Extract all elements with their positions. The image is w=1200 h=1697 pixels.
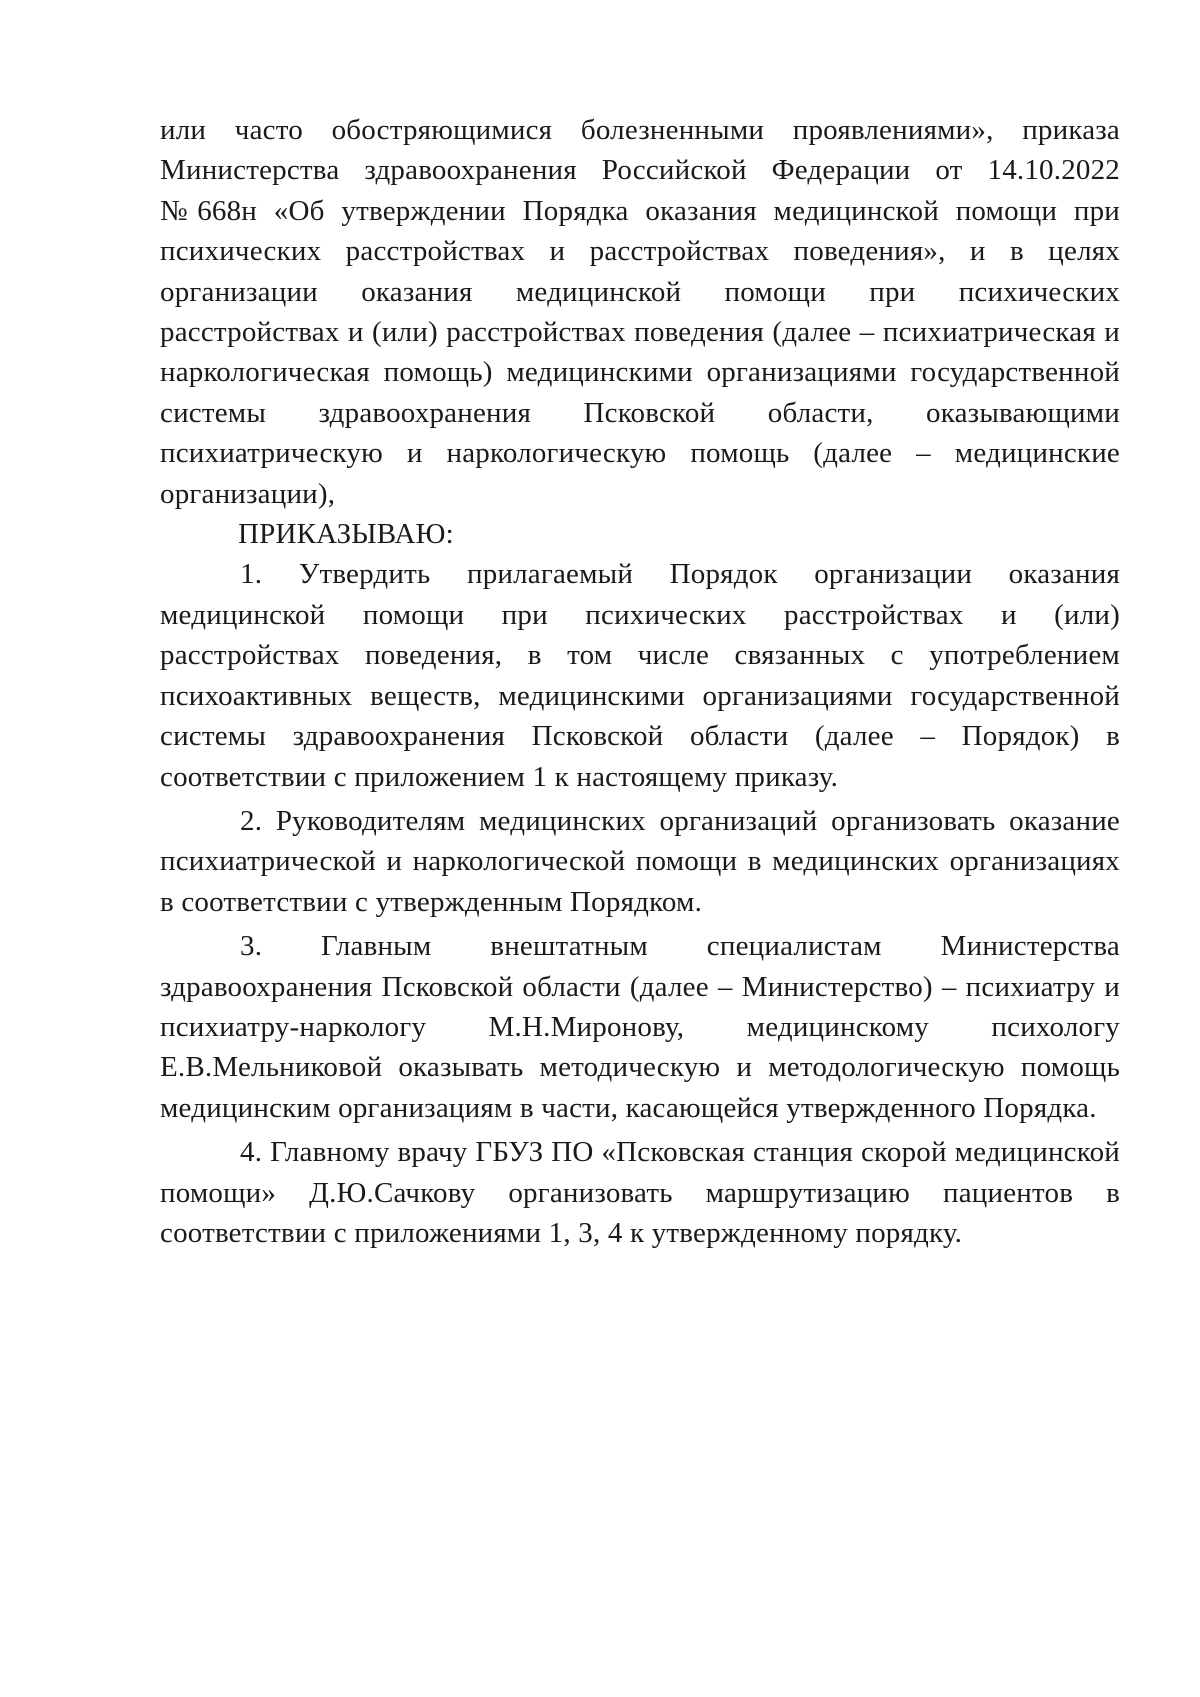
order-item-3: 3. Главным внештатным специалистам Министерства здравоохранения Псковской области (далее – Министерство) – психиатру и психиатру-наркологу М.Н.Миронову, медицинскому психологу Е.В.Мельниковой оказывать методическую и методологическую помощь медицинским организациям в части, касающейся утвержденного Порядка. — [160, 930, 1120, 1124]
intro-paragraph: или часто обостряющимися болезненными проявлениями», приказа Министерства здравоохранения Российской Федерации от 14.10.2022 №668н «Об утверждении Порядка оказания медицинской помощи при психических расстройствах и расстройствах поведения», и в целях организации оказания медицинской помощи при психических расстройствах и (или) расстройствах поведения (далее – психиатрическая и наркологическая помощь) медицинскими организациями государственной системы здравоохранения Псковской области, оказывающими психиатрическую и наркологическую помощь (далее – медицинские организации), — [160, 114, 1120, 510]
document-body — [160, 110, 1120, 1257]
order-item-1: 1. Утвердить прилагаемый Порядок организации оказания медицинской помощи при психических расстройствах и (или) расстройствах поведения, в том числе связанных с употреблением психоактивных веществ, медицинскими организациями государственной системы здравоохранения Псковской области (далее – Порядок) в соответствии с приложением 1 к настоящему приказу. — [160, 558, 1120, 793]
order-item-4: 4. Главному врачу ГБУЗ ПО «Псковская станция скорой медицинской помощи» Д.Ю.Сачкову организовать маршрутизацию пациентов в соответствии с приложениями 1, 3, 4 к утвержденному порядку. — [160, 1136, 1120, 1249]
order-item-2: 2. Руководителям медицинских организаций организовать оказание психиатрической и наркологической помощи в медицинских организациях в соответствии с утвержденным Порядком. — [160, 804, 1120, 918]
decree-heading: ПРИКАЗЫВАЮ: — [238, 518, 454, 551]
